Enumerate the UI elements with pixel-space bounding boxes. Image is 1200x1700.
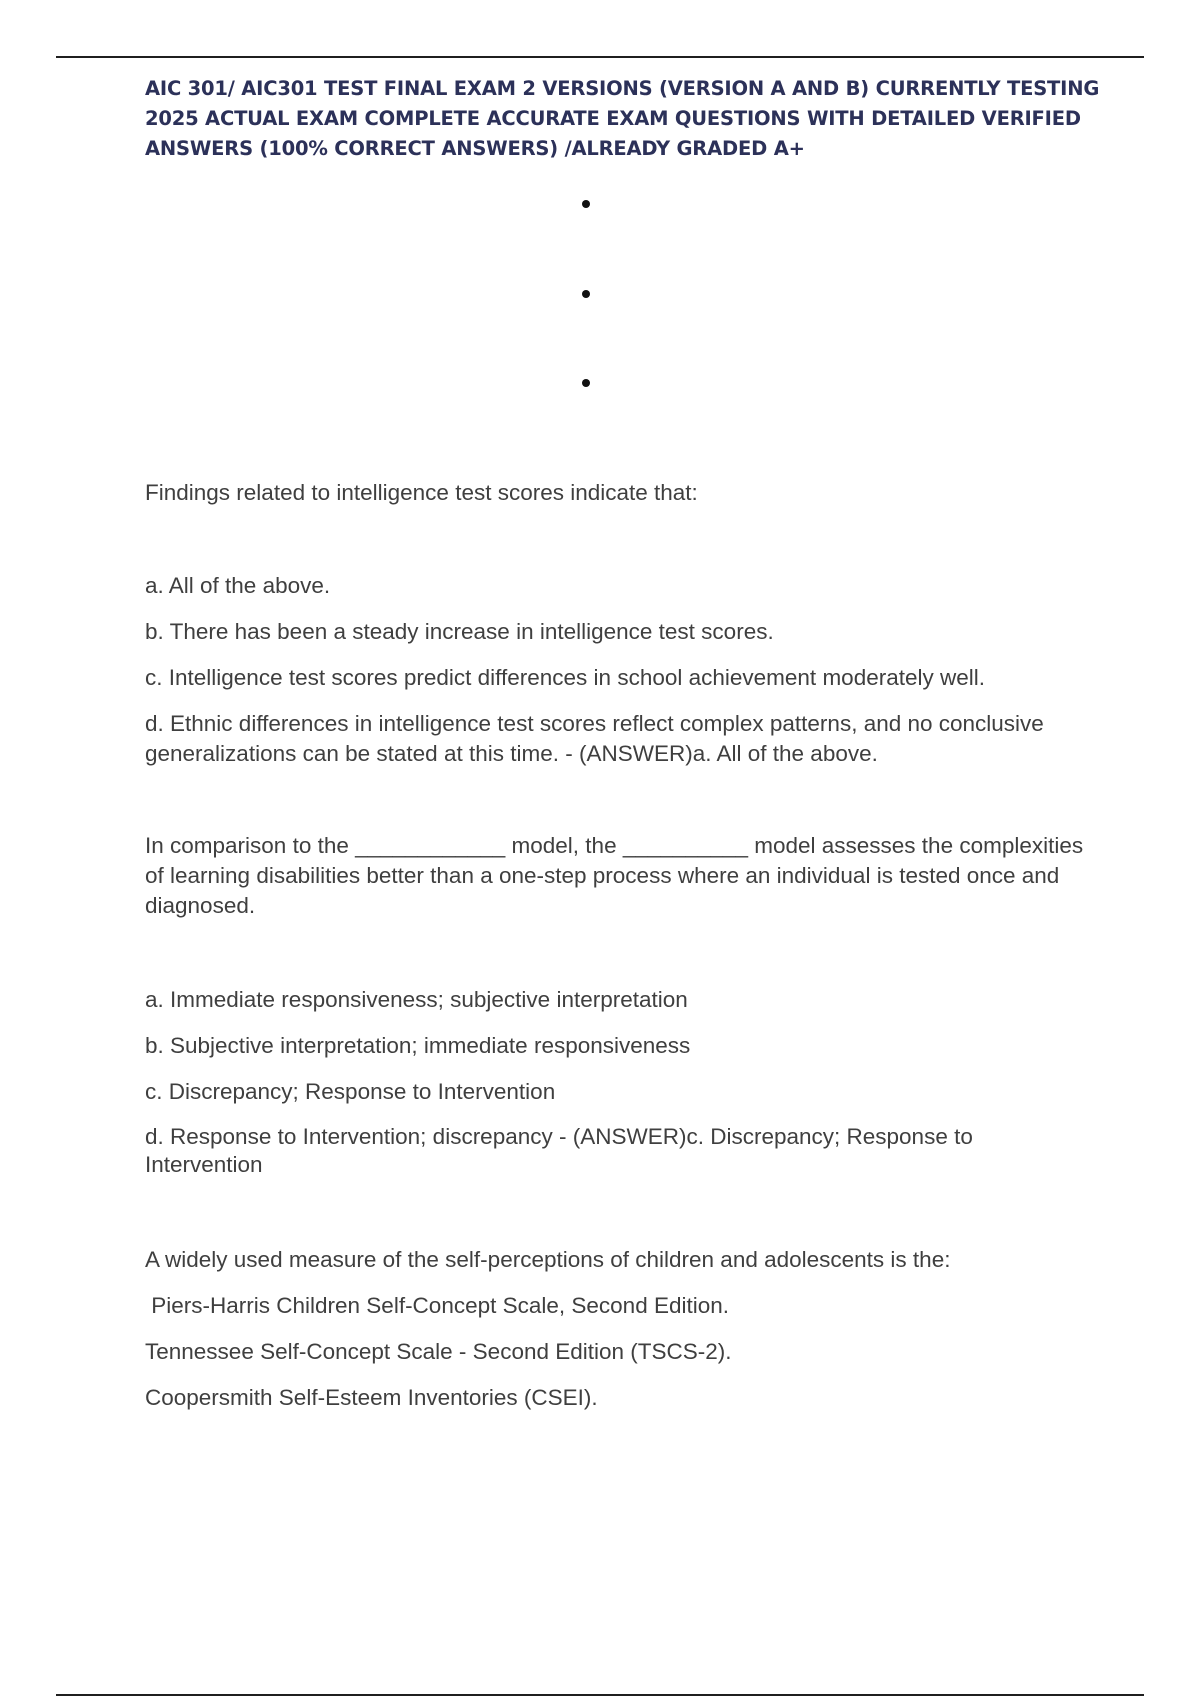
- answer-option-with-answer: d. Ethnic differences in intelligence test scores reflect complex patterns, and no conclusive generalizations can be stated at this time. - (ANSWER)a. All of the above.: [145, 711, 1044, 766]
- question-stem: Findings related to intelligence test scores indicate that:: [145, 480, 698, 505]
- answer-option: a. All of the above.: [145, 573, 331, 598]
- bullet-dot: [582, 200, 590, 208]
- bullet-dot: [582, 290, 590, 298]
- answer-option: a. Immediate responsiveness; subjective interpretation: [145, 987, 688, 1012]
- answer-option: c. Discrepancy; Response to Intervention: [145, 1079, 556, 1104]
- question-stem: A widely used measure of the self-perceptions of children and adolescents is the:: [145, 1247, 951, 1272]
- answer-option: Tennessee Self-Concept Scale - Second Edition (TSCS-2).: [145, 1339, 732, 1364]
- answer-option: Coopersmith Self-Esteem Inventories (CSEI).: [145, 1385, 598, 1410]
- answer-option-with-answer: d. Response to Intervention; discrepancy - (ANSWER)c. Discrepancy; Response to Intervention: [145, 1124, 973, 1177]
- question-1-options: [145, 571, 1085, 769]
- question-1: [145, 478, 1085, 508]
- bullet-dot: [582, 379, 590, 387]
- question-3: [145, 1245, 1085, 1413]
- answer-option: b. Subjective interpretation; immediate responsiveness: [145, 1033, 691, 1058]
- document-title: AIC 301/ AIC301 TEST FINAL EXAM 2 VERSIONS (VERSION A AND B) CURRENTLY TESTING 2025 ACTUAL EXAM COMPLETE ACCURATE EXAM QUESTIONS WITH DETAILED VERIFIED ANSWERS (100% CORRECT ANSWERS) /ALREADY GRADED A+: [145, 77, 1100, 160]
- footer-rule: [56, 1694, 1144, 1696]
- answer-option: Piers-Harris Children Self-Concept Scale, Second Edition.: [145, 1293, 730, 1318]
- question-2: [145, 831, 1085, 921]
- answer-option: c. Intelligence test scores predict differences in school achievement moderately well.: [145, 665, 986, 690]
- question-stem: In comparison to the ____________ model, the __________ model assesses the complexities of learning disabilities better than a one-step process where an individual is tested once and diagnosed.: [145, 833, 1084, 918]
- question-2-options: [145, 985, 1085, 1179]
- answer-option: b. There has been a steady increase in intelligence test scores.: [145, 619, 774, 644]
- header-rule: [56, 56, 1144, 58]
